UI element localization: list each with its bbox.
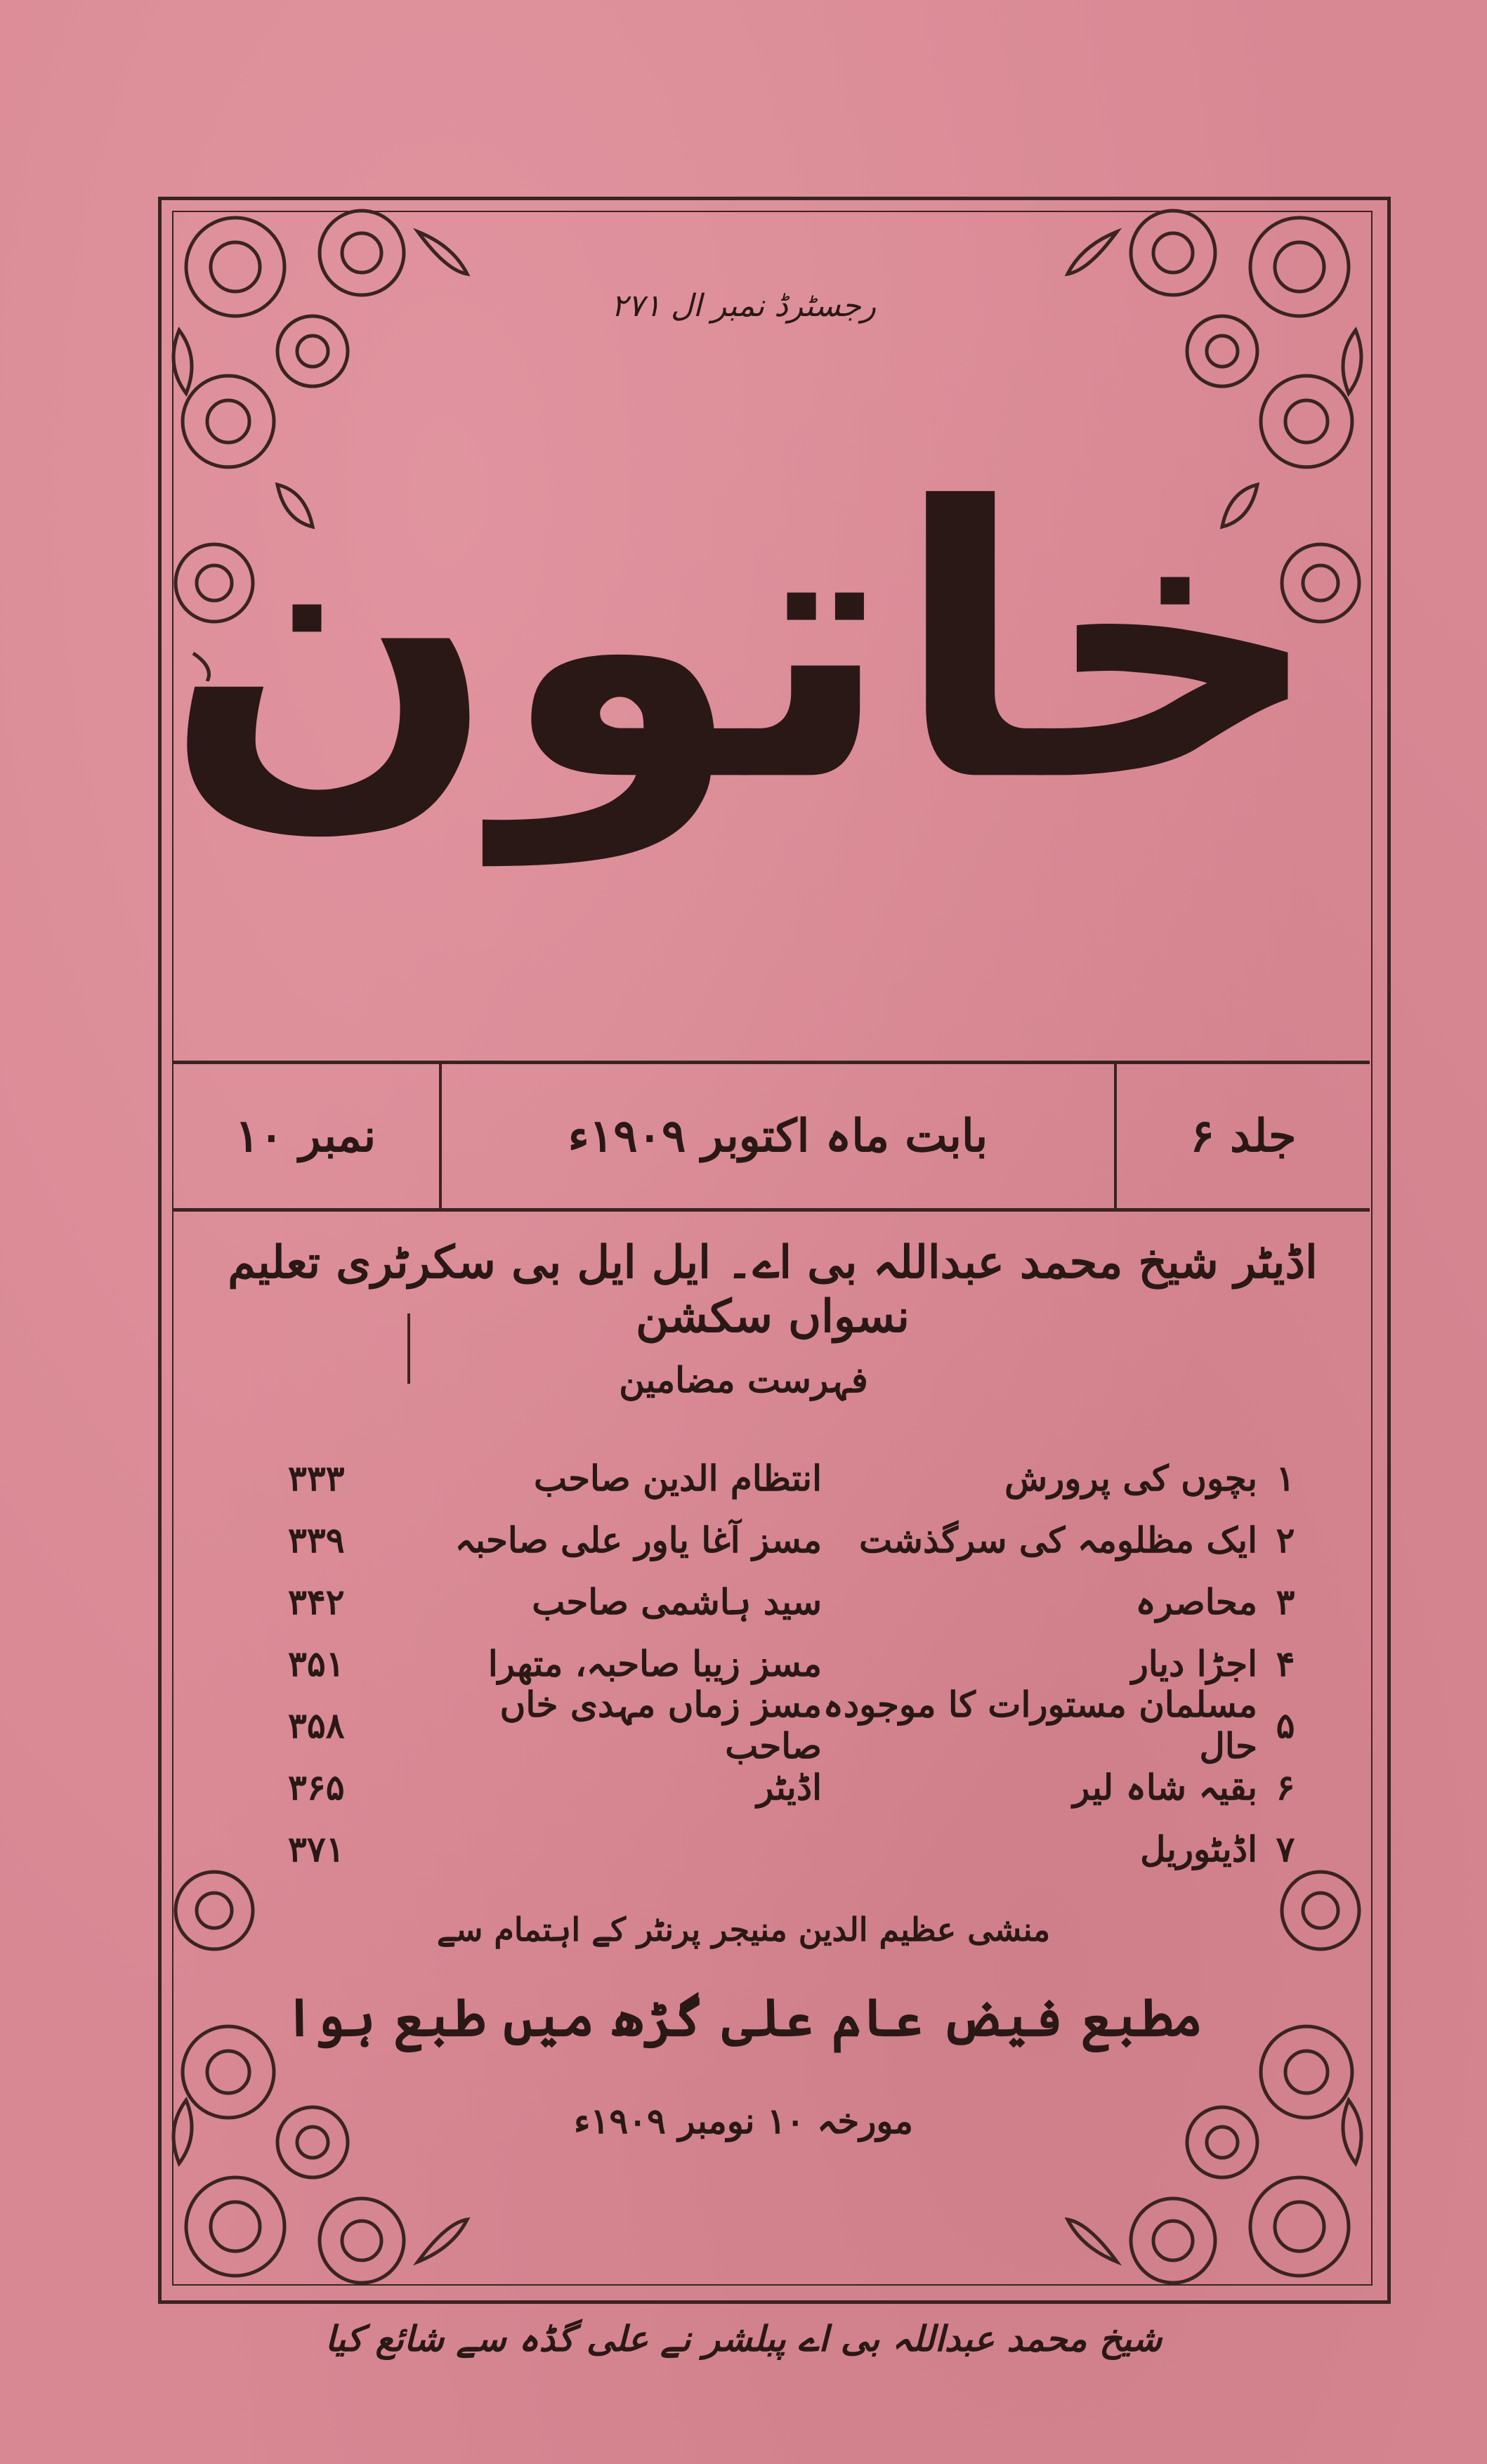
toc-author: مسز زماں مہدی خاں صاحب — [499, 1684, 822, 1767]
volume-label: جلد ۶ — [1114, 1064, 1370, 1208]
toc-title: ایک مظلومہ کی سرگذشت — [858, 1519, 1257, 1561]
issue-info-bar — [172, 1061, 1370, 1212]
toc-author: مسز زیبا صاحبہ، متھرا — [487, 1642, 822, 1684]
issue-month: بابت ماہ اکتوبر ۱۹۰۹ء — [439, 1064, 1114, 1208]
toc-page: ۳۶۵ — [288, 1766, 345, 1808]
toc-author: انتظام الدین صاحب — [534, 1457, 822, 1499]
toc-title: محاصرہ — [1135, 1580, 1257, 1623]
toc-page: ۳۵۸ — [288, 1704, 345, 1746]
toc-row — [274, 1818, 1306, 1880]
toc-title: اجڑا دیار — [1131, 1642, 1257, 1684]
toc-page: ۳۳۳ — [288, 1457, 345, 1499]
toc-page: ۳۵۱ — [288, 1642, 345, 1684]
toc-title: بچوں کی پرورش — [1004, 1457, 1257, 1499]
toc-row — [274, 1684, 1306, 1767]
toc-page: ۳۷۱ — [288, 1828, 345, 1870]
toc-number: ۴ — [1276, 1642, 1295, 1684]
toc-page: ۳۳۹ — [288, 1519, 345, 1561]
table-of-contents — [274, 1447, 1306, 1880]
print-date: مورخہ ۱۰ نومبر ۱۹۰۹ء — [573, 2100, 914, 2142]
toc-author: مسز آغا یاور علی صاحبہ — [454, 1519, 822, 1561]
editor-line: اڈیٹر شیخ محمد عبداللہ بی اے۔ ایل ایل بی سکرٹری تعلیم نسواں سکشن — [228, 1236, 1318, 1343]
toc-author: اڈیٹر — [756, 1766, 822, 1808]
toc-number: ۷ — [1276, 1828, 1295, 1870]
toc-row — [274, 1509, 1306, 1571]
magazine-title — [0, 428, 1487, 864]
magazine-title-text: خاتون — [162, 428, 1325, 864]
toc-number: ۳ — [1276, 1580, 1295, 1623]
toc-number: ۶ — [1276, 1766, 1295, 1808]
toc-title: بقیہ شاہ لیر — [1073, 1766, 1257, 1808]
toc-number: ۵ — [1276, 1704, 1295, 1746]
publisher-line: شیخ محمد عبداللہ بی اے پبلشر نے علی گڈہ سے شائع کیا — [325, 2318, 1162, 2359]
toc-title: اڈیٹوریل — [1140, 1828, 1257, 1870]
printer-line-1: منشی عظیم الدین منیجر پرنٹر کے اہتمام سے — [436, 1911, 1051, 1948]
toc-row — [274, 1571, 1306, 1632]
toc-author: سید ہاشمی صاحب — [532, 1580, 822, 1623]
toc-page: ۳۴۲ — [288, 1580, 345, 1623]
toc-number: ۲ — [1276, 1519, 1295, 1561]
toc-number: ۱ — [1276, 1457, 1295, 1499]
toc-title: مسلمان مستورات کا موجودہ حال — [823, 1684, 1257, 1767]
issue-number: نمبر ۱۰ — [235, 1110, 376, 1162]
registration-number: رجسٹرڈ نمبر ال ۲۷۱ — [610, 288, 877, 324]
toc-heading: فہرست مضامین — [619, 1359, 868, 1401]
toc-row — [274, 1447, 1306, 1509]
printer-line-2: مطبع فیض عام علی گڑھ میں طبع ہوا — [284, 1988, 1203, 2048]
